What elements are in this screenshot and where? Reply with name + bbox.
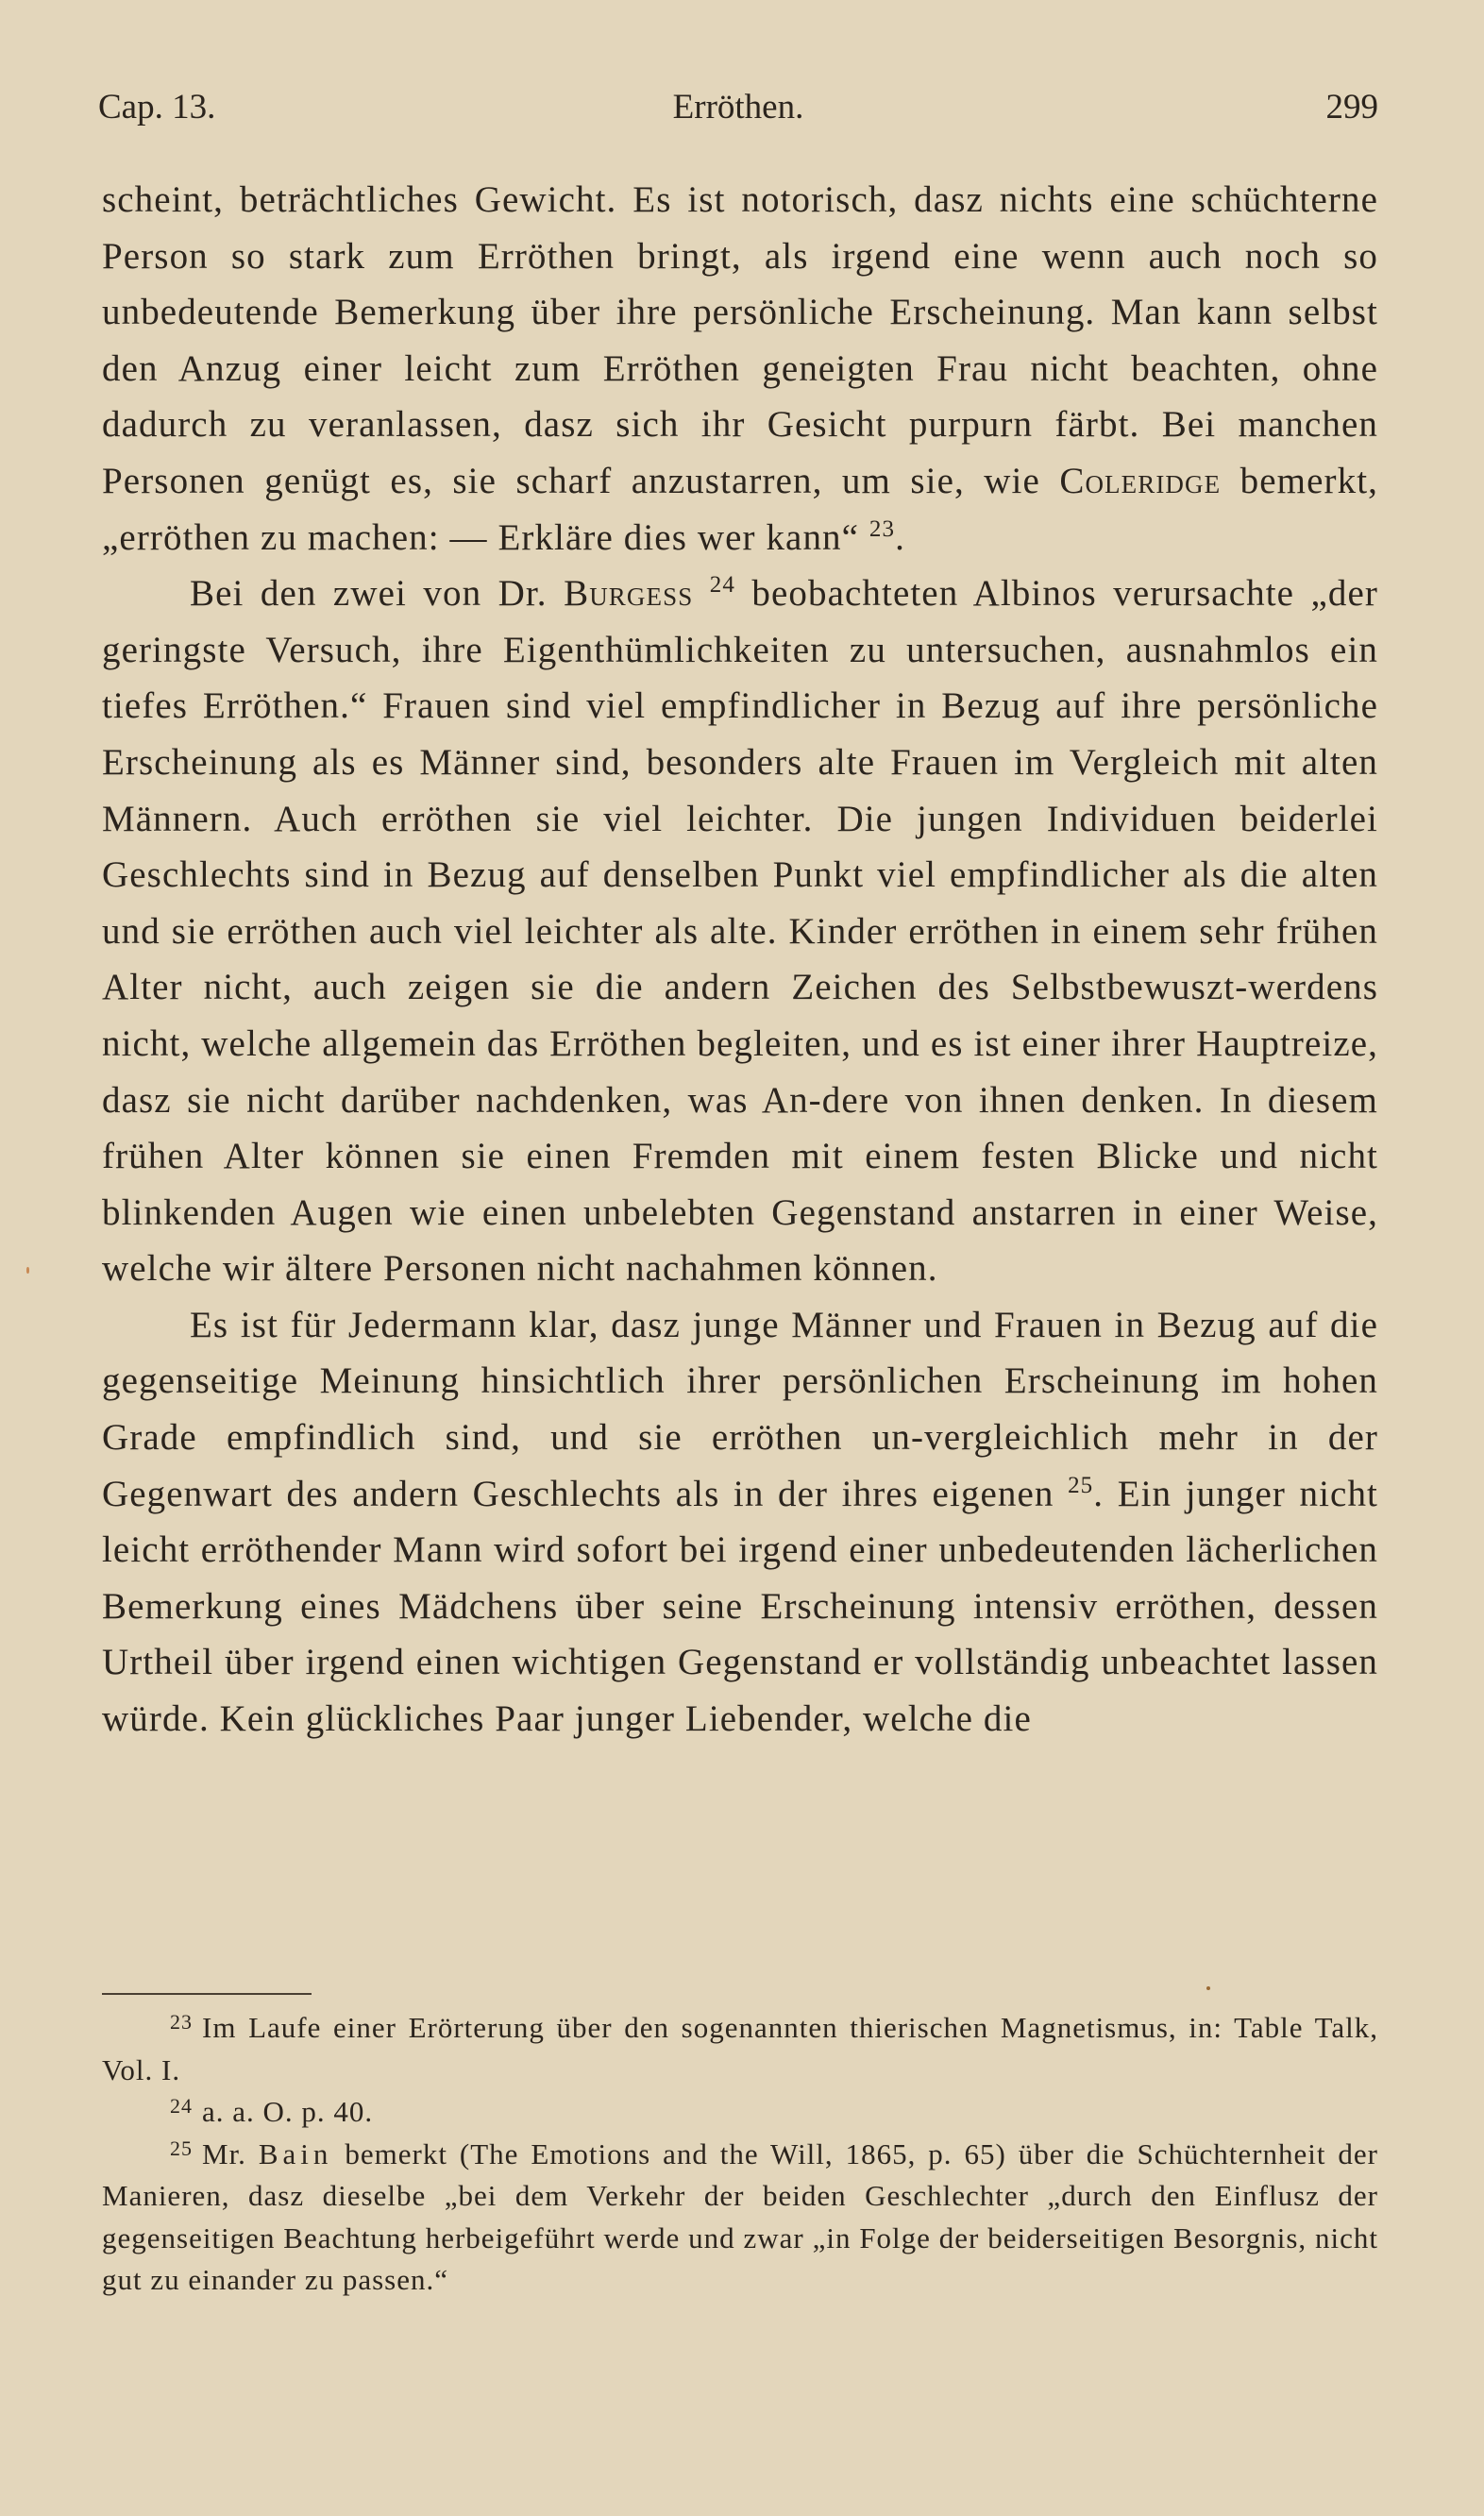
footnote-text: a. a. O. p. 40. bbox=[202, 2095, 374, 2128]
paragraph-2-text: Bei den zwei von Dr. bbox=[190, 573, 565, 615]
footnotes bbox=[102, 2007, 1378, 2302]
footnote-24 bbox=[102, 2091, 1378, 2134]
margin-stain bbox=[26, 1267, 29, 1274]
footnote-ref-24: 24 bbox=[709, 572, 735, 599]
paragraph-1 bbox=[102, 172, 1378, 566]
footnote-number: 23 bbox=[170, 2010, 193, 2034]
author-name-bain: Bain bbox=[258, 2136, 333, 2170]
footnote-text: Im Laufe einer Erörterung über den sogenannten thierischen Magnetismus, in: Table Talk, Vol. I. bbox=[102, 2011, 1378, 2086]
paragraph-2-text-b: beobachteten Albinos verursachte „der geringste Versuch, ihre Eigenthümlichkeiten zu untersuchen, ausnahmlos ein tiefes Erröthen.“ Frauen sind viel empfindlicher in Bezug auf ihre persönliche Erscheinung als es Männer sind, besonders alte Frauen im Vergleich mit alten Männern. Auch erröthen sie viel leichter. Die jungen Individuen beiderlei Geschlechts sind in Bezug auf denselben Punkt viel empfindlicher als die alten und sie erröthen auch viel leichter als alte. Kinder erröthen in einem sehr frühen Alter nicht, auch zeigen sie die andern Zeichen des Selbstbewuszt-werdens nicht, welche allgemein das Erröthen begleiten, und es ist einer ihrer Hauptreize, dasz sie nicht darüber nachdenken, was An-dere von ihnen denken. In diesem frühen Alter können sie einen Fremden mit einem festen Blicke und nicht blinkenden Augen wie einen unbelebten Gegenstand anstarren in einer Weise, welche wir ältere Personen nicht nachahmen können. bbox=[102, 573, 1378, 1290]
footnote-number: 24 bbox=[170, 2094, 193, 2118]
running-title: Erröthen. bbox=[672, 88, 804, 127]
footnote-25 bbox=[102, 2134, 1378, 2302]
footnote-divider bbox=[102, 1993, 312, 1995]
paragraph-3 bbox=[102, 1297, 1378, 1748]
paragraph-3-text-b: . Ein junger nicht leicht erröthender Mann wird sofort bei irgend einer unbedeutenden lächerlichen Bemerkung eines Mädchens über seine Erscheinung intensiv erröthen, dessen Urtheil über irgend einen wichtigen Gegenstand er vollständig unbeachtet lassen würde. Kein glückliches Paar junger Liebender, welche die bbox=[102, 1473, 1378, 1740]
footnote-ref-25: 25 bbox=[1068, 1472, 1094, 1498]
paragraph-2 bbox=[102, 566, 1378, 1297]
main-text bbox=[102, 172, 1378, 1748]
footnote-number: 25 bbox=[170, 2136, 193, 2160]
footnote-23 bbox=[102, 2007, 1378, 2091]
footnote-text-b: bemerkt (The Emotions and the Will, 1865, p. 65) über die Schüchternheit der Manieren, dasz dieselbe „bei dem Verkehr der beiden Geschlechter „durch den Einflusz der gegenseitigen Beachtung herbeigeführt werde und zwar „in Folge der beiderseitigen Besorgnis, nicht gut zu einander zu passen.“ bbox=[102, 2136, 1378, 2296]
author-name-coleridge: Coleridge bbox=[1059, 460, 1222, 501]
ink-speck bbox=[1206, 1986, 1210, 1990]
paragraph-3-text: Es ist für Jedermann klar, dasz junge Männer und Frauen in Bezug auf die gegenseitige Meinung hinsichtlich ihrer persönlichen Erscheinung im hohen Grade empfindlich sind, und sie erröthen un-vergleichlich mehr in der Gegenwart des andern Geschlechts als in der ihres eigenen bbox=[102, 1304, 1378, 1514]
running-header bbox=[98, 87, 1378, 134]
paragraph-1-text: scheint, beträchtliches Gewicht. Es ist notorisch, dasz nichts eine schüchterne Person so stark zum Erröthen bringt, als irgend eine wenn auch noch so unbedeutende Bemerkung über ihre persönliche Erscheinung. Man kann selbst den Anzug einer leicht zum Erröthen geneigten Frau nicht beachten, ohne dadurch zu veranlassen, dasz sich ihr Gesicht purpurn färbt. Bei manchen Personen genügt es, sie scharf anzustarren, um sie, wie bbox=[102, 179, 1378, 501]
footnote-ref-23: 23 bbox=[868, 515, 896, 542]
paragraph-1-text-c: . bbox=[895, 516, 905, 558]
chapter-label: Cap. 13. bbox=[98, 88, 216, 127]
author-name-burgess: Burgess bbox=[564, 573, 694, 615]
footnote-text: Mr. bbox=[202, 2136, 259, 2170]
paragraph-1-text-b: bemerkt, „erröthen zu machen: — Erkläre dies wer kann“ bbox=[102, 460, 1378, 558]
page-number: 299 bbox=[1325, 88, 1378, 127]
